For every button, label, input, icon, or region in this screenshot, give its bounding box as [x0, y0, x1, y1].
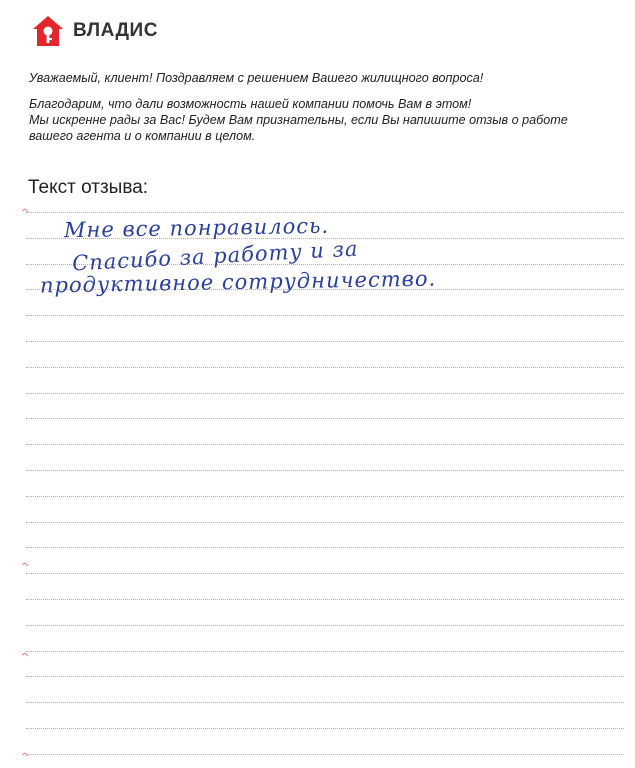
scan-mark-icon — [22, 208, 30, 214]
scan-mark-icon — [22, 752, 30, 758]
ruled-line — [26, 393, 624, 394]
house-key-icon — [31, 14, 65, 48]
ruled-line — [26, 238, 624, 239]
handwritten-line: продуктивное сотрудничество. — [39, 266, 437, 298]
ruled-line — [26, 702, 624, 703]
ruled-line — [26, 289, 624, 290]
handwritten-line: Спасибо за работу и за — [71, 236, 359, 276]
brand-logo — [31, 14, 158, 48]
ruled-line — [26, 599, 624, 600]
ruled-line — [26, 522, 624, 523]
brand-name: ВЛАДИС — [73, 20, 158, 41]
request-text: Мы искренне рады за Вас! Будем Вам признательны, если Вы напишите отзыв о работе — [29, 113, 568, 127]
scan-mark-icon — [22, 562, 30, 568]
greeting-text: Уважаемый, клиент! Поздравляем с решением Вашего жилищного вопроса! — [29, 71, 484, 85]
review-heading: Текст отзыва: — [28, 177, 149, 198]
ruled-line — [26, 496, 624, 497]
ruled-line — [26, 470, 624, 471]
ruled-line — [26, 651, 624, 652]
ruled-line — [26, 676, 624, 677]
ruled-line — [26, 264, 624, 265]
ruled-line — [26, 625, 624, 626]
ruled-line — [26, 315, 624, 316]
review-lines — [26, 212, 624, 768]
scan-mark-icon — [22, 652, 30, 658]
ruled-line — [26, 444, 624, 445]
handwritten-line: Мне все понравилось. — [63, 213, 330, 243]
ruled-line — [26, 367, 624, 368]
ruled-line — [26, 547, 624, 548]
ruled-line — [26, 728, 624, 729]
request-text-continued: вашего агента и о компании в целом. — [29, 129, 256, 143]
thanks-text: Благодарим, что дали возможность нашей компании помочь Вам в этом! — [29, 97, 472, 111]
ruled-line — [26, 573, 624, 574]
ruled-line — [26, 754, 624, 755]
ruled-line — [26, 418, 624, 419]
intro-text — [29, 70, 609, 144]
ruled-line — [26, 212, 624, 213]
ruled-line — [26, 341, 624, 342]
